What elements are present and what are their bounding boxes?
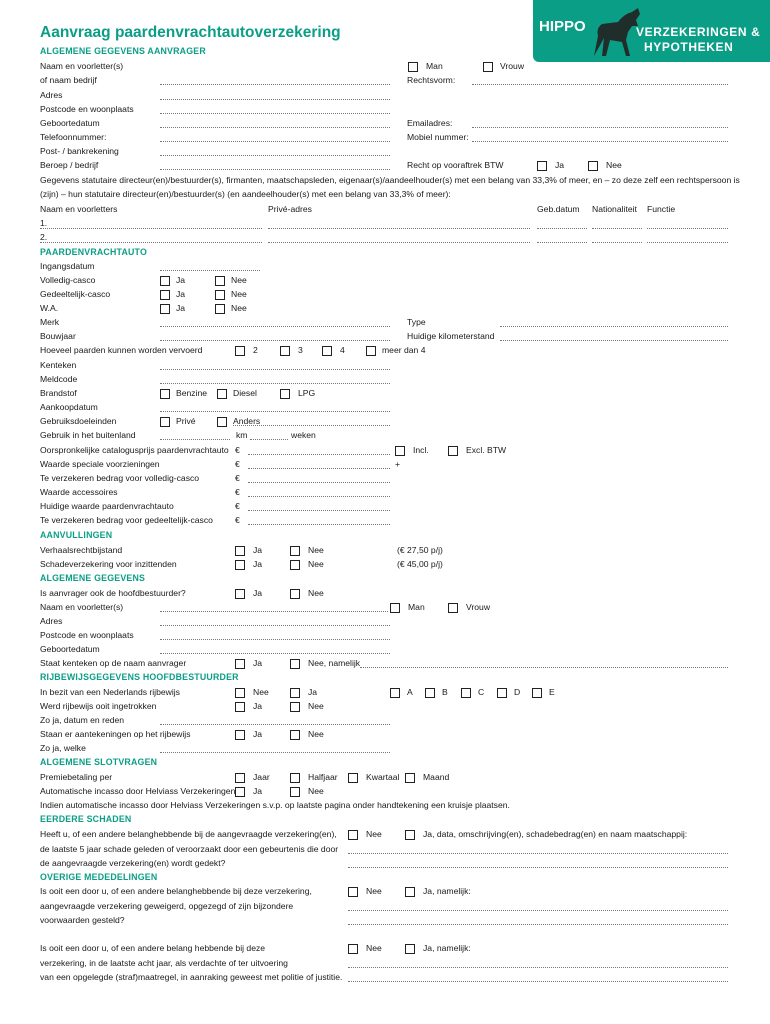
statutair-text-2: (zijn) – hun statutaire directeur(en)/bestuurder(s) (en aandeelhouder(s) met een belang van 33,3% of meer):	[40, 189, 451, 199]
label-merk: Merk	[40, 317, 60, 327]
checkbox-vc-nee[interactable]	[215, 276, 225, 286]
label-postcode-2: Postcode en woonplaats	[40, 630, 134, 640]
label-kenteken-ja: Ja	[253, 658, 263, 668]
col-nationaliteit: Nationaliteit	[592, 204, 637, 214]
logo-line-1: VERZEKERINGEN &	[636, 25, 761, 39]
plus-sign: +	[395, 459, 401, 469]
label-politie-ja: Ja, namelijk:	[423, 943, 471, 953]
label-bezit-nee: Nee	[253, 687, 269, 697]
section-heading-overige: OVERIGE MEDEDELINGEN	[40, 872, 158, 882]
label-man-2: Man	[408, 602, 425, 612]
checkbox-bezit-ja[interactable]	[290, 688, 300, 698]
label-meldcode: Meldcode	[40, 374, 78, 384]
label-vrouw: Vrouw	[500, 61, 525, 71]
label-bedrijf: of naam bedrijf	[40, 75, 97, 85]
label-lpg: LPG	[298, 388, 316, 398]
field-type[interactable]	[500, 326, 728, 327]
label-gc-nee: Nee	[231, 289, 247, 299]
label-man: Man	[426, 61, 443, 71]
label-vrouw-2: Vrouw	[466, 602, 491, 612]
checkbox-cat-b[interactable]	[425, 688, 435, 698]
label-aant-nee: Nee	[308, 729, 324, 739]
row1-adres[interactable]	[268, 228, 530, 229]
field-ingangsdatum[interactable]	[160, 270, 260, 271]
label-weken: weken	[291, 430, 316, 440]
label-naam-2: Naam en voorletter(s)	[40, 602, 124, 612]
label-mobiel: Mobiel nummer:	[407, 132, 469, 142]
label-kwartaal: Kwartaal	[366, 772, 400, 782]
field-namelijk[interactable]	[360, 667, 728, 668]
label-hoofd-ja: Ja	[253, 588, 263, 598]
row1-geb[interactable]	[537, 228, 587, 229]
checkbox-paarden-meer[interactable]	[366, 346, 376, 356]
label-gebruiksdoeleinden: Gebruiksdoeleinden	[40, 416, 117, 426]
field-zoja-welke[interactable]	[160, 752, 390, 753]
col-naam: Naam en voorletters	[40, 204, 118, 214]
checkbox-hoofd-ja[interactable]	[235, 589, 245, 599]
label-kenteken-naam: Staat kenteken op de naam aanvrager	[40, 658, 187, 668]
checkbox-halfjaar[interactable]	[290, 773, 300, 783]
field-rechtsvorm[interactable]	[472, 84, 728, 85]
checkbox-politie-ja[interactable]	[405, 944, 415, 954]
label-verhaal-nee: Nee	[308, 545, 324, 555]
col-geb-datum: Geb.datum	[537, 204, 580, 214]
label-schaden-nee: Nee	[366, 829, 382, 839]
label-jaar: Jaar	[253, 772, 270, 782]
label-paarden-meer: meer dan 4	[382, 345, 426, 355]
schaden-question-3: de aangevraagde verzekering(en) wordt gedekt?	[40, 858, 226, 868]
label-paarden-4: 4	[340, 345, 345, 355]
page-title: Aanvraag paardenvrachtautoverzekering	[40, 24, 341, 41]
euro-5: €	[235, 501, 240, 511]
field-adres[interactable]	[160, 99, 390, 100]
label-type: Type	[407, 317, 426, 327]
field-naam-2[interactable]	[160, 611, 388, 612]
label-kilometerstand: Huidige kilometerstand	[407, 331, 495, 341]
label-politie-nee: Nee	[366, 943, 382, 953]
checkbox-gc-ja[interactable]	[160, 290, 170, 300]
field-kilometerstand[interactable]	[500, 340, 728, 341]
label-automatische-incasso: Automatische incasso door Helviass Verzekeringen	[40, 786, 236, 796]
premie-verhaal: (€ 27,50 p/j)	[397, 545, 443, 555]
checkbox-gc-nee[interactable]	[215, 290, 225, 300]
col-functie: Functie	[647, 204, 676, 214]
section-heading-aanvrager: ALGEMENE GEGEVENS AANVRAGER	[40, 46, 206, 56]
euro-3: €	[235, 473, 240, 483]
label-verhaalsrechtbijstand: Verhaalsrechtbijstand	[40, 545, 123, 555]
checkbox-jaar[interactable]	[235, 773, 245, 783]
row-2: 2.	[40, 232, 48, 242]
label-buitenland: Gebruik in het buitenland	[40, 430, 136, 440]
label-telefoon: Telefoonnummer:	[40, 132, 107, 142]
label-bezit-ja: Ja	[308, 687, 318, 697]
field-geweigerd-1[interactable]	[348, 910, 728, 911]
overige-b-1: Is ooit een door u, of een andere belang hebbende bij deze	[40, 943, 266, 953]
label-email: Emailadres:	[407, 118, 453, 128]
field-tgc[interactable]	[248, 524, 390, 525]
field-bouwjaar[interactable]	[160, 340, 390, 341]
checkbox-schade-nee[interactable]	[290, 560, 300, 570]
schaden-question-1: Heeft u, of een andere belanghebbende bij de aangevraagde verzekering(en),	[40, 829, 337, 839]
overige-a-2: aangevraagde verzekering geweigerd, opgezegd of zijn bijzondere	[40, 901, 294, 911]
label-schaden-ja: Ja, data, omschrijving(en), schadebedrag(en) en naam maatschappij:	[423, 829, 688, 839]
label-rechtsvorm: Rechtsvorm:	[407, 75, 456, 85]
overige-b-3: van een opgelegde (straf)maatregel, in aanraking geweest met politie of justitie.	[40, 972, 343, 982]
label-diesel: Diesel	[233, 388, 257, 398]
checkbox-geweigerd-ja[interactable]	[405, 887, 415, 897]
label-btw-ja: Ja	[555, 160, 565, 170]
label-wa-ja: Ja	[176, 303, 186, 313]
field-tvc[interactable]	[248, 482, 390, 483]
label-cat-e: E	[549, 687, 555, 697]
row2-naam[interactable]	[40, 242, 262, 243]
label-geweigerd-ja: Ja, namelijk:	[423, 886, 471, 896]
checkbox-cat-d[interactable]	[497, 688, 507, 698]
field-naam[interactable]	[160, 84, 390, 85]
field-buitenland[interactable]	[160, 439, 230, 440]
checkbox-politie-nee[interactable]	[348, 944, 358, 954]
checkbox-schade-ja[interactable]	[235, 560, 245, 570]
label-volledig-casco: Volledig-casco	[40, 275, 96, 285]
checkbox-benzine[interactable]	[160, 389, 170, 399]
field-huidige-waarde[interactable]	[248, 510, 390, 511]
checkbox-excl-btw[interactable]	[448, 446, 458, 456]
field-geboortedatum[interactable]	[160, 127, 390, 128]
checkbox-schaden-ja[interactable]	[405, 830, 415, 840]
field-bankrekening[interactable]	[160, 155, 390, 156]
label-zoja-welke: Zo ja, welke	[40, 743, 86, 753]
logo-line-2: HYPOTHEKEN	[644, 40, 734, 54]
field-mobiel[interactable]	[472, 141, 728, 142]
checkbox-aant-ja[interactable]	[235, 730, 245, 740]
label-btw-nee: Nee	[606, 160, 622, 170]
euro-4: €	[235, 487, 240, 497]
field-politie-1[interactable]	[348, 967, 728, 968]
col-prive-adres: Privé-adres	[268, 204, 312, 214]
label-incasso-ja: Ja	[253, 786, 263, 796]
hippo-logo	[533, 0, 770, 62]
checkbox-vc-ja[interactable]	[160, 276, 170, 286]
field-postcode-2[interactable]	[160, 639, 390, 640]
label-paarden-3: 3	[298, 345, 303, 355]
label-wa: W.A.	[40, 303, 59, 313]
checkbox-man[interactable]	[408, 62, 418, 72]
field-schaden-1[interactable]	[348, 853, 728, 854]
label-kenteken: Kenteken	[40, 360, 77, 370]
overige-a-1: Is ooit een door u, of een andere belanghebbende bij deze verzekering,	[40, 886, 312, 896]
checkbox-aant-nee[interactable]	[290, 730, 300, 740]
row2-adres[interactable]	[268, 242, 530, 243]
field-geweigerd-2[interactable]	[348, 924, 728, 925]
section-heading-algemene-gegevens: ALGEMENE GEGEVENS	[40, 573, 146, 583]
row-1: 1.	[40, 218, 48, 228]
field-adres-2[interactable]	[160, 625, 390, 626]
label-cat-b: B	[442, 687, 448, 697]
checkbox-wa-ja[interactable]	[160, 304, 170, 314]
label-hoofd-nee: Nee	[308, 588, 324, 598]
checkbox-verhaal-ja[interactable]	[235, 546, 245, 556]
label-tvc: Te verzekeren bedrag voor volledig-casco	[40, 473, 200, 483]
checkbox-cat-c[interactable]	[461, 688, 471, 698]
label-gedeeltelijk-casco: Gedeeltelijk-casco	[40, 289, 111, 299]
section-heading-slotvragen: ALGEMENE SLOTVRAGEN	[40, 757, 158, 767]
field-speciale-voorzieningen[interactable]	[248, 468, 390, 469]
label-bouwjaar: Bouwjaar	[40, 331, 76, 341]
label-accessoires: Waarde accessoires	[40, 487, 118, 497]
checkbox-vrouw-2[interactable]	[448, 603, 458, 613]
incasso-note: Indien automatische incasso door Helviass Verzekeringen s.v.p. op laatste pagina onder handtekening een kruisje plaatsen.	[40, 800, 510, 810]
row2-functie[interactable]	[647, 242, 728, 243]
checkbox-kwartaal[interactable]	[348, 773, 358, 783]
label-schadeverzekering: Schadeverzekering voor inzittenden	[40, 559, 177, 569]
label-verhaal-ja: Ja	[253, 545, 263, 555]
label-postcode: Postcode en woonplaats	[40, 104, 134, 114]
label-maand: Maand	[423, 772, 450, 782]
field-politie-2[interactable]	[348, 981, 728, 982]
checkbox-incasso-ja[interactable]	[235, 787, 245, 797]
label-bankrekening: Post- / bankrekening	[40, 146, 119, 156]
label-wa-nee: Nee	[231, 303, 247, 313]
checkbox-btw-ja[interactable]	[537, 161, 547, 171]
field-anders[interactable]	[233, 425, 390, 426]
field-kenteken[interactable]	[160, 369, 390, 370]
statutair-text-1: Gegevens statutaire directeur(en)/bestuurder(s), firmanten, maatschapsleden, eigenaar(s)/aandeelhouder(s) met een belang van 33,3% of meer, en – zo deze zelf een rechtspersoon is	[40, 175, 740, 185]
field-catalogusprijs[interactable]	[248, 454, 390, 455]
label-adres: Adres	[40, 90, 63, 100]
field-zoja-datum[interactable]	[160, 724, 390, 725]
overige-a-3: voorwaarden gesteld?	[40, 915, 125, 925]
checkbox-paarden-4[interactable]	[322, 346, 332, 356]
checkbox-verhaal-nee[interactable]	[290, 546, 300, 556]
field-aankoopdatum[interactable]	[160, 411, 390, 412]
label-bezit-rijbewijs: In bezit van een Nederlands rijbewijs	[40, 687, 180, 697]
checkbox-wa-nee[interactable]	[215, 304, 225, 314]
label-vc-ja: Ja	[176, 275, 186, 285]
label-nee-namelijk: Nee, namelijk	[308, 658, 361, 668]
label-tgc: Te verzekeren bedrag voor gedeeltelijk-casco	[40, 515, 213, 525]
field-weken[interactable]	[250, 439, 288, 440]
label-ingetrokken-ja: Ja	[253, 701, 263, 711]
schaden-question-2: de laatste 5 jaar schade geleden of veroorzaakt door een gebeurtenis die door	[40, 844, 339, 854]
euro-6: €	[235, 515, 240, 525]
label-paarden-2: 2	[253, 345, 258, 355]
label-zoja-datum: Zo ja, datum en reden	[40, 715, 125, 725]
label-incl: Incl.	[413, 445, 429, 455]
row2-nat[interactable]	[592, 242, 642, 243]
label-naam: Naam en voorletter(s)	[40, 61, 124, 71]
label-gc-ja: Ja	[176, 289, 186, 299]
section-heading-eerdere-schaden: EERDERE SCHADEN	[40, 814, 132, 824]
label-cat-c: C	[478, 687, 485, 697]
section-heading-paardenvrachtauto: PAARDENVRACHTAUTO	[40, 247, 148, 257]
field-email[interactable]	[472, 127, 728, 128]
label-km: km	[236, 430, 248, 440]
label-ingangsdatum: Ingangsdatum	[40, 261, 95, 271]
label-huidige-waarde: Huidige waarde paardenvrachtauto	[40, 501, 174, 511]
euro-2: €	[235, 459, 240, 469]
label-aant-ja: Ja	[253, 729, 263, 739]
label-beroep: Beroep / bedrijf	[40, 160, 99, 170]
label-anders: Anders	[233, 416, 261, 426]
checkbox-btw-nee[interactable]	[588, 161, 598, 171]
checkbox-geweigerd-nee[interactable]	[348, 887, 358, 897]
label-premiebetaling: Premiebetaling per	[40, 772, 113, 782]
label-ingetrokken: Werd rijbewijs ooit ingetrokken	[40, 701, 157, 711]
field-geboortedatum-2[interactable]	[160, 653, 390, 654]
checkbox-incasso-nee[interactable]	[290, 787, 300, 797]
field-merk[interactable]	[160, 326, 390, 327]
label-schade-ja: Ja	[253, 559, 263, 569]
checkbox-maand[interactable]	[405, 773, 415, 783]
checkbox-kenteken-ja[interactable]	[235, 659, 245, 669]
checkbox-ingetrokken-nee[interactable]	[290, 702, 300, 712]
label-benzine: Benzine	[176, 388, 208, 398]
checkbox-hoofd-nee[interactable]	[290, 589, 300, 599]
label-halfjaar: Halfjaar	[308, 772, 338, 782]
checkbox-paarden-2[interactable]	[235, 346, 245, 356]
label-geboortedatum: Geboortedatum	[40, 118, 100, 128]
label-brandstof: Brandstof	[40, 388, 77, 398]
checkbox-man-2[interactable]	[390, 603, 400, 613]
label-geboortedatum-2: Geboortedatum	[40, 644, 100, 654]
label-cat-d: D	[514, 687, 521, 697]
checkbox-bezit-nee[interactable]	[235, 688, 245, 698]
section-heading-rijbewijs: RIJBEWIJSGEGEVENS HOOFDBESTUURDER	[40, 672, 239, 682]
checkbox-kenteken-nee[interactable]	[290, 659, 300, 669]
checkbox-cat-e[interactable]	[532, 688, 542, 698]
label-hoofdbestuurder: Is aanvrager ook de hoofdbestuurder?	[40, 588, 186, 598]
label-aankoopdatum: Aankoopdatum	[40, 402, 98, 412]
field-meldcode[interactable]	[160, 383, 390, 384]
row1-nat[interactable]	[592, 228, 642, 229]
label-adres-2: Adres	[40, 616, 63, 626]
label-paarden: Hoeveel paarden kunnen worden vervoerd	[40, 345, 203, 355]
field-postcode[interactable]	[160, 113, 390, 114]
label-schade-nee: Nee	[308, 559, 324, 569]
row1-naam[interactable]	[40, 228, 262, 229]
premie-schade: (€ 45,00 p/j)	[397, 559, 443, 569]
checkbox-paarden-3[interactable]	[280, 346, 290, 356]
label-prive: Privé	[176, 416, 196, 426]
field-telefoon[interactable]	[160, 141, 390, 142]
checkbox-vrouw[interactable]	[483, 62, 493, 72]
checkbox-diesel[interactable]	[217, 389, 227, 399]
row2-geb[interactable]	[537, 242, 587, 243]
label-speciale-voorzieningen: Waarde speciale voorzieningen	[40, 459, 160, 469]
euro-1: €	[235, 445, 240, 455]
checkbox-lpg[interactable]	[280, 389, 290, 399]
checkbox-schaden-nee[interactable]	[348, 830, 358, 840]
checkbox-cat-a[interactable]	[390, 688, 400, 698]
label-btw: Recht op vooraftrek BTW	[407, 160, 504, 170]
overige-b-2: verzekering, in de laatste acht jaar, als verdachte of ter uitvoering	[40, 958, 288, 968]
label-incasso-nee: Nee	[308, 786, 324, 796]
checkbox-prive[interactable]	[160, 417, 170, 427]
field-accessoires[interactable]	[248, 496, 390, 497]
label-vc-nee: Nee	[231, 275, 247, 285]
label-aantekeningen: Staan er aantekeningen op het rijbewijs	[40, 729, 191, 739]
checkbox-anders[interactable]	[217, 417, 227, 427]
label-catalogusprijs: Oorspronkelijke catalogusprijs paardenvrachtauto	[40, 445, 229, 455]
field-beroep[interactable]	[160, 169, 390, 170]
section-heading-aanvullingen: AANVULLINGEN	[40, 530, 113, 540]
checkbox-ingetrokken-ja[interactable]	[235, 702, 245, 712]
logo-brand: HIPPO	[539, 18, 586, 35]
label-excl-btw: Excl. BTW	[466, 445, 507, 455]
label-ingetrokken-nee: Nee	[308, 701, 324, 711]
label-cat-a: A	[407, 687, 413, 697]
checkbox-incl[interactable]	[395, 446, 405, 456]
label-geweigerd-nee: Nee	[366, 886, 382, 896]
row1-functie[interactable]	[647, 228, 728, 229]
field-schaden-2[interactable]	[348, 867, 728, 868]
